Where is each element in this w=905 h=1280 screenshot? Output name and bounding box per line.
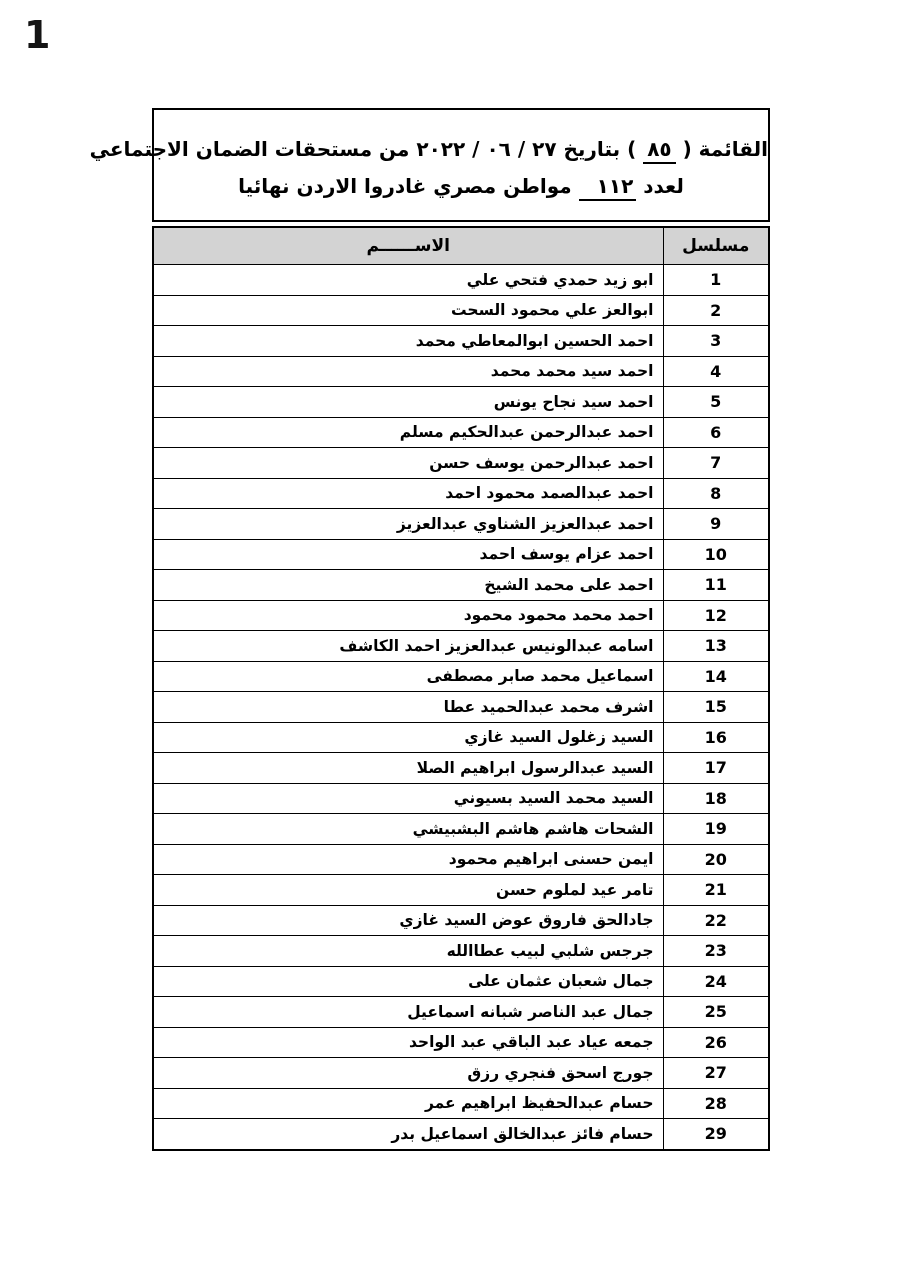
- table-row: [153, 875, 769, 906]
- name-cell: جورج اسحق فنجري رزق: [153, 1058, 663, 1089]
- table-row: [153, 265, 769, 296]
- table-header-row: [153, 227, 769, 265]
- serial-cell: 24: [663, 966, 769, 997]
- serial-column-header: مسلسل: [663, 227, 769, 265]
- table-row: [153, 905, 769, 936]
- name-cell: احمد سيد محمد محمد: [153, 356, 663, 387]
- table-row: [153, 1058, 769, 1089]
- name-cell: احمد عبدالرحمن يوسف حسن: [153, 448, 663, 479]
- name-cell: السيد زغلول السيد غازي: [153, 722, 663, 753]
- table-row: [153, 936, 769, 967]
- document: [89, 108, 770, 1151]
- name-cell: احمد محمد محمود محمود: [153, 600, 663, 631]
- name-cell: جرجس شلبي لبيب عطاالله: [153, 936, 663, 967]
- name-cell: تامر عيد لملوم حسن: [153, 875, 663, 906]
- table-row: [153, 661, 769, 692]
- serial-cell: 28: [663, 1088, 769, 1119]
- name-cell: احمد عبدالصمد محمود احمد: [153, 478, 663, 509]
- serial-cell: 16: [663, 722, 769, 753]
- table-row: [153, 1119, 769, 1150]
- name-column-header: الاســــــم: [153, 227, 663, 265]
- name-cell: حسام فائز عبدالخالق اسماعيل بدر: [153, 1119, 663, 1150]
- name-cell: احمد عبدالرحمن عبدالحكيم مسلم: [153, 417, 663, 448]
- name-cell: احمد الحسين ابوالمعاطي محمد: [153, 326, 663, 357]
- name-cell: اسامه عبدالونيس عبدالعزيز احمد الكاشف: [153, 631, 663, 662]
- table-row: [153, 814, 769, 845]
- serial-cell: 6: [663, 417, 769, 448]
- name-cell: ابوالعز علي محمود السحت: [153, 295, 663, 326]
- serial-cell: 3: [663, 326, 769, 357]
- serial-cell: 25: [663, 997, 769, 1028]
- table-row: [153, 326, 769, 357]
- serial-cell: 29: [663, 1119, 769, 1150]
- table-row: [153, 692, 769, 723]
- table-row: [153, 1088, 769, 1119]
- serial-cell: 12: [663, 600, 769, 631]
- serial-cell: 20: [663, 844, 769, 875]
- header-line1-suffix: من مستحقات الضمان الاجتماعي: [89, 137, 417, 161]
- table-row: [153, 356, 769, 387]
- name-cell: ابو زيد حمدي فتحي علي: [153, 265, 663, 296]
- table-row: [153, 539, 769, 570]
- serial-cell: 23: [663, 936, 769, 967]
- name-cell: جادالحق فاروق عوض السيد غازي: [153, 905, 663, 936]
- name-cell: جمعه عياد عبد الباقي عبد الواحد: [153, 1027, 663, 1058]
- serial-cell: 15: [663, 692, 769, 723]
- names-table-body: [153, 265, 769, 1150]
- serial-cell: 27: [663, 1058, 769, 1089]
- name-cell: احمد سيد نجاح يونس: [153, 387, 663, 418]
- table-row: [153, 295, 769, 326]
- header-line2-prefix: لعدد: [636, 174, 684, 198]
- names-table: [152, 226, 770, 1151]
- table-row: [153, 478, 769, 509]
- serial-cell: 14: [663, 661, 769, 692]
- name-cell: السيد عبدالرسول ابراهيم الصلا: [153, 753, 663, 784]
- serial-cell: 19: [663, 814, 769, 845]
- table-row: [153, 570, 769, 601]
- serial-cell: 1: [663, 265, 769, 296]
- serial-cell: 2: [663, 295, 769, 326]
- serial-cell: 21: [663, 875, 769, 906]
- table-row: [153, 844, 769, 875]
- table-row: [153, 722, 769, 753]
- name-cell: حسام عبدالحفيظ ابراهيم عمر: [153, 1088, 663, 1119]
- serial-cell: 4: [663, 356, 769, 387]
- serial-cell: 9: [663, 509, 769, 540]
- name-cell: السيد محمد السيد بسيوني: [153, 783, 663, 814]
- table-row: [153, 417, 769, 448]
- table-row: [153, 448, 769, 479]
- name-cell: جمال شعبان عثمان على: [153, 966, 663, 997]
- header-line1-prefix: القائمة (: [675, 137, 768, 161]
- serial-cell: 8: [663, 478, 769, 509]
- table-row: [153, 600, 769, 631]
- table-row: [153, 783, 769, 814]
- serial-cell: 10: [663, 539, 769, 570]
- table-row: [153, 1027, 769, 1058]
- table-row: [153, 753, 769, 784]
- table-row: [153, 387, 769, 418]
- serial-cell: 26: [663, 1027, 769, 1058]
- name-cell: جمال عبد الناصر شبانه اسماعيل: [153, 997, 663, 1028]
- serial-cell: 22: [663, 905, 769, 936]
- header-date: ٢٧ / ٠٦ / ٢٠٢٢: [416, 137, 557, 161]
- list-number: ٨٥: [643, 137, 675, 164]
- name-cell: احمد عبدالعزيز الشناوي عبدالعزيز: [153, 509, 663, 540]
- name-cell: ايمن حسنى ابراهيم محمود: [153, 844, 663, 875]
- table-row: [153, 966, 769, 997]
- serial-cell: 17: [663, 753, 769, 784]
- serial-cell: 13: [663, 631, 769, 662]
- serial-cell: 18: [663, 783, 769, 814]
- page-number: 1: [24, 13, 51, 57]
- serial-cell: 7: [663, 448, 769, 479]
- table-row: [153, 509, 769, 540]
- header-line2-suffix: مواطن مصري غادروا الاردن نهائيا: [238, 174, 579, 198]
- serial-cell: 11: [663, 570, 769, 601]
- serial-cell: 5: [663, 387, 769, 418]
- citizen-count: ١١٢: [579, 174, 637, 201]
- name-cell: اسماعيل محمد صابر مصطفى: [153, 661, 663, 692]
- table-row: [153, 997, 769, 1028]
- header-line1-mid: ) بتاريخ: [556, 137, 644, 161]
- name-cell: اشرف محمد عبدالحميد عطا: [153, 692, 663, 723]
- header-line-1: [89, 131, 768, 168]
- table-row: [153, 631, 769, 662]
- name-cell: احمد عزام يوسف احمد: [153, 539, 663, 570]
- name-cell: الشحات هاشم هاشم البشبيشي: [153, 814, 663, 845]
- name-cell: احمد على محمد الشيخ: [153, 570, 663, 601]
- document-header-box: [89, 108, 770, 222]
- header-line-2: [154, 168, 768, 205]
